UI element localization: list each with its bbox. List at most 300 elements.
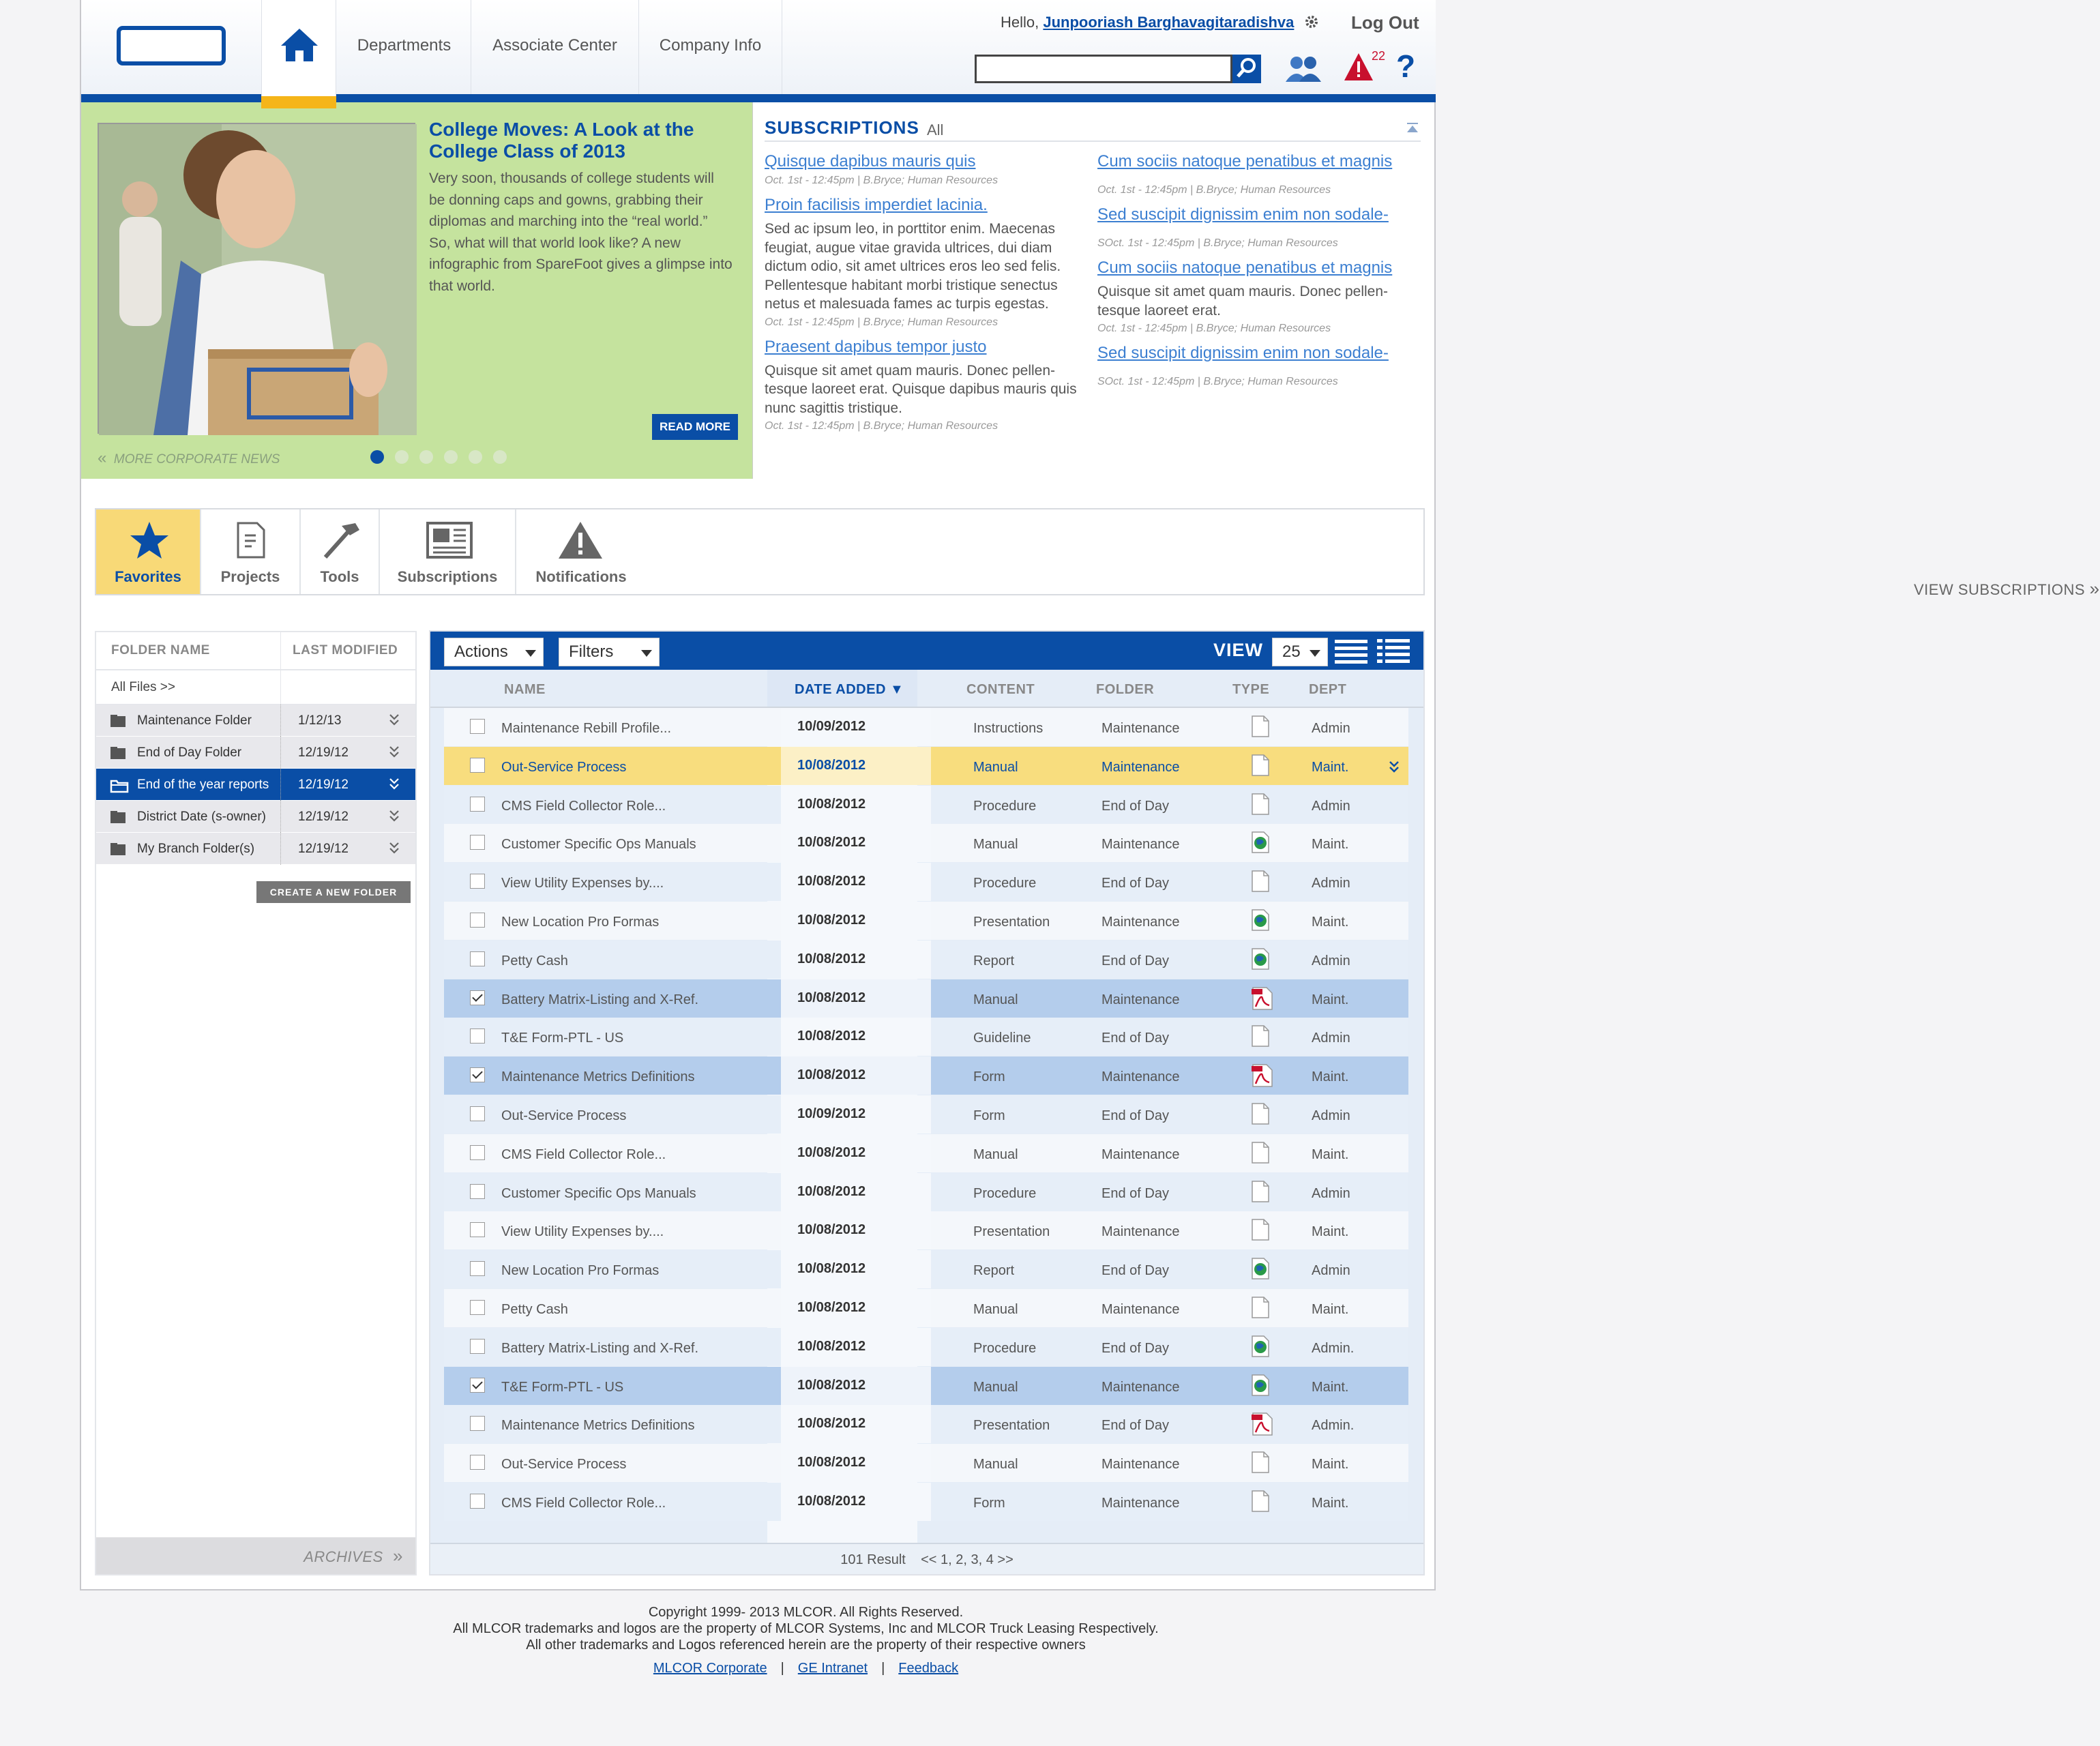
table-row[interactable]: [444, 1328, 1408, 1366]
cell-dept: Admin: [1312, 798, 1350, 814]
folder-icon: [110, 746, 126, 764]
document-file-icon: [1250, 1296, 1271, 1319]
subscriptions-panel: [765, 117, 2100, 599]
document-file-icon: [1250, 1218, 1271, 1241]
cell-date-added: 10/09/2012: [781, 708, 931, 746]
caret-down-icon: [641, 650, 652, 657]
column-content[interactable]: CONTENT: [966, 682, 1035, 697]
more-corporate-news-link[interactable]: [98, 449, 280, 468]
double-chevron-right-icon: »: [2089, 578, 2100, 599]
cell-type: [1250, 715, 1271, 742]
subscription-title-link[interactable]: Praesent dapibus tempor justo: [765, 337, 987, 356]
cell-content: Presentation: [973, 915, 1050, 930]
cell-type: [1250, 793, 1271, 820]
site-footer: [0, 1604, 1612, 1676]
folder-icon: [110, 714, 126, 732]
tools-bar: [95, 508, 1425, 595]
cell-content: Manual: [973, 992, 1018, 1007]
cell-date-added: 10/08/2012: [781, 1056, 931, 1095]
cell-folder: Maintenance: [1101, 992, 1180, 1007]
cell-name[interactable]: New Location Pro Formas: [501, 915, 660, 930]
cell-dept: Maint.: [1312, 1302, 1349, 1317]
result-count: 101 Result: [840, 1552, 906, 1567]
double-chevron-right-icon: »: [387, 1545, 403, 1566]
cell-dept: Maint.: [1312, 992, 1349, 1007]
web-file-icon: [1250, 1335, 1271, 1358]
newspaper-icon: [425, 520, 474, 560]
row-checkbox[interactable]: [470, 1261, 485, 1276]
cell-folder: Maintenance: [1101, 1457, 1180, 1473]
cell-folder: Maintenance: [1101, 837, 1180, 853]
table-row[interactable]: [444, 786, 1408, 824]
cell-folder: Maintenance: [1101, 759, 1180, 775]
table-row[interactable]: [444, 1095, 1408, 1134]
document-file-icon: [1250, 1451, 1271, 1474]
cell-content: Form: [973, 1496, 1005, 1511]
subscriptions-title: SUBSCRIPTIONS: [765, 117, 919, 138]
caret-down-icon: [525, 650, 536, 657]
cell-type: [1250, 1024, 1271, 1052]
cell-folder: Maintenance: [1101, 915, 1180, 930]
cell-date-added: 10/08/2012: [781, 1211, 931, 1249]
tab-projects[interactable]: [201, 509, 301, 594]
all-files-link[interactable]: [96, 670, 415, 705]
web-file-icon: [1250, 908, 1271, 932]
table-row[interactable]: [444, 1483, 1408, 1521]
document-file-icon: [1250, 1490, 1271, 1513]
cell-folder: End of Day: [1101, 876, 1169, 891]
cell-type: [1250, 754, 1271, 781]
page-frame: [80, 0, 2100, 1590]
cell-name[interactable]: Battery Matrix-Listing and X-Ref.: [501, 1340, 698, 1356]
cell-type: [1250, 1218, 1271, 1245]
expand-chevron-icon[interactable]: [388, 809, 400, 827]
row-checkbox[interactable]: [470, 874, 485, 889]
tab-favorites[interactable]: [96, 509, 201, 594]
carousel-dot[interactable]: [370, 450, 384, 464]
page-links[interactable]: << 1, 2, 3, 4 >>: [921, 1552, 1014, 1567]
column-date-added[interactable]: [795, 682, 904, 698]
view-subscriptions-label: VIEW SUBSCRIPTIONS: [1914, 581, 2086, 598]
folder-name: My Branch Folder(s): [137, 842, 255, 856]
subscriptions-filter[interactable]: All: [927, 121, 944, 138]
row-checkbox[interactable]: [470, 719, 485, 734]
documents-grid: [429, 630, 1425, 1575]
cell-content: Report: [973, 1263, 1015, 1279]
cell-folder: Maintenance: [1101, 1224, 1180, 1240]
subscriptions-header: [765, 117, 1421, 142]
cell-folder: End of Day: [1101, 953, 1169, 968]
cell-content: Form: [973, 1108, 1005, 1123]
cell-date-added: 10/08/2012: [781, 902, 931, 940]
row-checkbox[interactable]: [470, 1145, 485, 1160]
carousel-dot[interactable]: [493, 450, 507, 464]
subscription-meta: SOct. 1st - 12:45pm | B.Bryce; Human Resources: [1097, 376, 1338, 387]
cell-folder: Maintenance: [1101, 1379, 1180, 1395]
cell-dept: Maint.: [1312, 915, 1349, 930]
cell-dept: Maint.: [1312, 1379, 1349, 1395]
folder-date: 12/19/12: [298, 810, 349, 824]
tab-label: Favorites: [115, 568, 181, 585]
cell-date-added: 10/08/2012: [781, 941, 931, 979]
subscription-title-link[interactable]: Sed suscipit dignissim enim non sodale-: [1097, 344, 1389, 362]
row-checkbox[interactable]: [470, 990, 485, 1005]
cell-dept: Maint.: [1312, 759, 1349, 775]
table-row[interactable]: [444, 1173, 1408, 1211]
column-last-modified[interactable]: LAST MODIFIED: [293, 643, 398, 657]
trademark-line-2: All other trademarks and Logos referenced herein are the property of their respective owners: [526, 1638, 1086, 1653]
column-folder[interactable]: FOLDER: [1096, 682, 1155, 697]
folder-icon: [110, 842, 126, 860]
more-news-label: MORE CORPORATE NEWS: [113, 452, 280, 467]
alert-icon[interactable]: [1343, 52, 1374, 82]
cell-dept: Admin.: [1312, 1418, 1355, 1434]
column-name[interactable]: NAME: [504, 682, 546, 697]
cell-name[interactable]: Customer Specific Ops Manuals: [501, 1185, 696, 1201]
detail-view-icon[interactable]: [1377, 638, 1410, 664]
subscription-title-link[interactable]: Proin facilisis imperdiet lacinia.: [765, 196, 988, 214]
cell-name[interactable]: Petty Cash: [501, 1302, 568, 1317]
search-input[interactable]: [975, 55, 1232, 83]
tab-label: Notifications: [535, 568, 627, 585]
expand-chevron-icon[interactable]: [388, 745, 400, 763]
row-checkbox[interactable]: [470, 951, 485, 966]
subscription-meta: Oct. 1st - 12:45pm | B.Bryce; Human Resources: [1097, 323, 1331, 334]
view-subscriptions-link[interactable]: [1914, 578, 2100, 600]
document-file-icon: [1250, 715, 1271, 738]
hero-title[interactable]: College Moves: A Look at the College Class of 2013: [429, 119, 694, 162]
nav-associate-center[interactable]: Associate Center: [471, 0, 639, 94]
row-checkbox[interactable]: [470, 1494, 485, 1509]
table-row[interactable]: [444, 902, 1408, 940]
cell-dept: Admin: [1312, 1108, 1350, 1123]
subscription-item: [765, 151, 1085, 188]
warning-icon: [557, 520, 604, 560]
sort-desc-icon: ▼: [889, 682, 904, 697]
folder-name: Maintenance Folder: [137, 713, 252, 728]
web-file-icon: [1250, 1257, 1271, 1280]
cell-date-added: 10/08/2012: [781, 979, 931, 1018]
row-checkbox[interactable]: [470, 1067, 485, 1082]
cell-type: [1250, 1257, 1271, 1284]
cell-dept: Admin: [1312, 1031, 1350, 1046]
cell-name[interactable]: CMS Field Collector Role...: [501, 798, 666, 814]
cell-name[interactable]: Maintenance Rebill Profile...: [501, 721, 672, 736]
cell-name[interactable]: Out-Service Process: [501, 1108, 627, 1123]
table-row[interactable]: [444, 708, 1408, 746]
cell-name[interactable]: Customer Specific Ops Manuals: [501, 837, 696, 853]
cell-folder: End of Day: [1101, 1263, 1169, 1279]
cell-folder: Maintenance: [1101, 1302, 1180, 1317]
cell-folder: Maintenance: [1101, 1069, 1180, 1085]
cell-name[interactable]: CMS Field Collector Role...: [501, 1146, 666, 1162]
tab-label: Projects: [220, 568, 280, 585]
table-row[interactable]: [444, 1405, 1408, 1443]
cell-name[interactable]: CMS Field Collector Role...: [501, 1496, 666, 1511]
row-checkbox[interactable]: [470, 1029, 485, 1044]
cell-type: [1250, 986, 1273, 1015]
row-checkbox[interactable]: [470, 797, 485, 812]
row-checkbox[interactable]: [470, 1106, 485, 1121]
web-file-icon: [1250, 1374, 1271, 1397]
caret-down-icon: [1310, 650, 1320, 657]
row-checkbox[interactable]: [470, 1378, 485, 1393]
user-greeting: [1001, 14, 1319, 31]
create-folder-button[interactable]: CREATE A NEW FOLDER: [256, 881, 411, 903]
cell-content: Presentation: [973, 1418, 1050, 1434]
row-checkbox[interactable]: [470, 1300, 485, 1315]
document-file-icon: [1250, 1102, 1271, 1125]
cell-content: Instructions: [973, 721, 1044, 736]
cell-type: [1250, 1102, 1271, 1129]
table-row[interactable]: [444, 941, 1408, 979]
cell-content: Procedure: [973, 1185, 1037, 1201]
row-checkbox[interactable]: [470, 1339, 485, 1354]
footer-link-mlcor-corporate[interactable]: MLCOR Corporate: [653, 1661, 767, 1676]
tab-tools[interactable]: [301, 509, 380, 594]
document-file-icon: [1250, 754, 1271, 777]
actions-label: Actions: [454, 642, 508, 661]
footer-links: MLCOR Corporate | GE Intranet | Feedback: [653, 1661, 959, 1676]
cell-dept: Maint.: [1312, 837, 1349, 853]
subscription-item: [1097, 258, 1418, 336]
cell-date-added: 10/08/2012: [781, 863, 931, 901]
document-file-icon: [1250, 793, 1271, 816]
document-file-icon: [1250, 870, 1271, 893]
table-row[interactable]: [444, 824, 1408, 862]
subscriptions-column-2: [1097, 151, 1418, 396]
carousel-dots: [370, 450, 518, 467]
cell-content: Presentation: [973, 1224, 1050, 1240]
cell-name[interactable]: Out-Service Process: [501, 1457, 627, 1473]
document-file-icon: [1250, 1024, 1271, 1048]
site-header: [81, 0, 1436, 102]
news-hero: [81, 102, 753, 479]
read-more-button[interactable]: READ MORE: [652, 414, 738, 440]
search-icon: [1234, 56, 1259, 80]
cell-name[interactable]: Battery Matrix-Listing and X-Ref.: [501, 992, 698, 1007]
cell-type: [1250, 1374, 1271, 1401]
cell-name[interactable]: View Utility Expenses by....: [501, 876, 664, 891]
subscription-title-link[interactable]: Quisque dapibus mauris quis: [765, 152, 976, 171]
table-row[interactable]: [444, 1444, 1408, 1482]
row-checkbox[interactable]: [470, 1184, 485, 1199]
expand-chevron-icon[interactable]: [388, 841, 400, 859]
folder-row[interactable]: [96, 705, 415, 737]
cell-type: [1250, 1063, 1273, 1092]
cell-name[interactable]: T&E Form-PTL - US: [501, 1379, 624, 1395]
cell-dept: Admin: [1312, 721, 1350, 736]
folder-row[interactable]: [96, 801, 415, 833]
gear-icon[interactable]: [1304, 14, 1319, 29]
filters-label: Filters: [569, 642, 614, 661]
subscription-item: [765, 337, 1085, 434]
cell-dept: Admin.: [1312, 1340, 1355, 1356]
carousel-dot[interactable]: [395, 450, 409, 464]
column-type[interactable]: TYPE: [1232, 682, 1270, 697]
column-folder-name[interactable]: FOLDER NAME: [111, 643, 210, 657]
pdf-file-icon: [1250, 1412, 1273, 1436]
cell-name[interactable]: Maintenance Metrics Definitions: [501, 1069, 695, 1085]
cell-content: Procedure: [973, 1340, 1037, 1356]
cell-content: Manual: [973, 1302, 1018, 1317]
table-row[interactable]: [444, 1134, 1408, 1172]
cell-type: [1250, 1335, 1271, 1362]
column-dept[interactable]: DEPT: [1309, 682, 1347, 697]
company-logo[interactable]: [117, 26, 226, 65]
folder-date: 12/19/12: [298, 745, 349, 760]
cell-content: Manual: [973, 759, 1018, 775]
cell-type: [1250, 1296, 1271, 1323]
people-icon[interactable]: [1283, 53, 1324, 86]
hero-photo[interactable]: [98, 123, 415, 434]
cell-date-added: 10/08/2012: [781, 824, 931, 862]
filters-dropdown[interactable]: [559, 638, 660, 666]
expand-chevron-icon[interactable]: [1388, 760, 1400, 778]
cell-date-added: 10/08/2012: [781, 1405, 931, 1443]
tab-subscriptions[interactable]: [380, 509, 516, 594]
row-checkbox[interactable]: [470, 1455, 485, 1470]
view-label: VIEW: [1213, 640, 1264, 660]
help-icon[interactable]: ?: [1396, 48, 1416, 84]
row-checkbox[interactable]: [470, 1222, 485, 1237]
cell-name[interactable]: Out-Service Process: [501, 759, 627, 775]
table-row[interactable]: [444, 1018, 1408, 1056]
web-file-icon: [1250, 831, 1271, 854]
cell-dept: Maint.: [1312, 1496, 1349, 1511]
cell-content: Manual: [973, 1379, 1018, 1395]
alert-count-badge: 22: [1372, 49, 1386, 63]
cell-type: [1250, 947, 1271, 975]
grid-toolbar: [430, 632, 1423, 670]
cell-folder: End of Day: [1101, 1418, 1169, 1434]
table-row[interactable]: [444, 863, 1408, 901]
cell-content: Procedure: [973, 876, 1037, 891]
greeting-prefix: Hello,: [1001, 14, 1039, 31]
cell-date-added: 10/08/2012: [781, 1367, 931, 1405]
double-chevron-left-icon: «: [98, 449, 107, 467]
carousel-dot[interactable]: [469, 450, 482, 464]
table-row[interactable]: [444, 1367, 1408, 1405]
grid-header: [430, 670, 1423, 708]
cell-type: [1250, 870, 1271, 897]
table-row[interactable]: [444, 1211, 1408, 1249]
subscription-title-link[interactable]: Cum sociis natoque penatibus et magnis: [1097, 258, 1393, 277]
folder-panel: [95, 631, 417, 1575]
user-name-link[interactable]: Junpooriash Barghavagitaradishva: [1043, 14, 1295, 31]
list-view-icon[interactable]: [1335, 638, 1367, 664]
footer-link-ge-intranet[interactable]: GE Intranet: [797, 1661, 868, 1676]
footer-link-feedback[interactable]: Feedback: [898, 1661, 959, 1676]
folder-name: End of the year reports: [137, 778, 269, 792]
cell-dept: Admin: [1312, 1185, 1350, 1201]
cell-date-added: 10/08/2012: [781, 1134, 931, 1172]
cell-type: [1250, 1490, 1271, 1517]
cell-folder: End of Day: [1101, 1031, 1169, 1046]
cell-name[interactable]: New Location Pro Formas: [501, 1263, 660, 1279]
nav-company-info[interactable]: Company Info: [639, 0, 782, 94]
carousel-dot[interactable]: [444, 450, 458, 464]
folder-date: 12/19/12: [298, 842, 349, 856]
cell-date-added: 10/08/2012: [781, 1289, 931, 1327]
cell-dept: Maint.: [1312, 1224, 1349, 1240]
actions-dropdown[interactable]: [444, 638, 544, 666]
row-checkbox[interactable]: [470, 835, 485, 850]
cell-dept: Maint.: [1312, 1069, 1349, 1085]
folder-name: End of Day Folder: [137, 745, 242, 760]
cell-content: Procedure: [973, 798, 1037, 814]
hero-text: Very soon, thousands of college students will be donning caps and gowns, grabbing their diplomas and marching into the “real world.” So, what will that world look like? A new infographic from SpareFoot gives a glimpse into that world.: [429, 171, 733, 294]
carousel-dot[interactable]: [419, 450, 433, 464]
subscriptions-column-1: [765, 151, 1085, 441]
cell-folder: Maintenance: [1101, 721, 1180, 736]
row-checkbox[interactable]: [470, 758, 485, 773]
folder-row[interactable]: [96, 737, 415, 769]
cell-date-added: 10/08/2012: [781, 1483, 931, 1521]
search-button[interactable]: [1232, 55, 1261, 83]
cell-name[interactable]: T&E Form-PTL - US: [501, 1031, 624, 1046]
folder-list: [96, 705, 415, 865]
nav-home[interactable]: [261, 0, 336, 102]
tab-label: Subscriptions: [397, 568, 498, 585]
subscription-title-link[interactable]: Cum sociis natoque penatibus et magnis: [1097, 152, 1393, 171]
trademark-line: All MLCOR trademarks and logos are the property of MLCOR Systems, Inc and MLCOR Truck Leasing Respectively.: [453, 1621, 1159, 1636]
subscription-body: Sed ac ipsum leo, in porttitor enim. Maecenas feugiat, augue vitae gravida ultrices, dui diam dictum odio, sit amet ultrices eros leo sed felis. Pellentesque habitant morbi tristique senectus netus et malesuada fames ac turpis egestas.: [765, 221, 1061, 312]
hammer-icon: [321, 520, 361, 560]
expand-chevron-icon[interactable]: [388, 713, 400, 730]
cell-date-added: 10/08/2012: [781, 1018, 931, 1056]
row-checkbox[interactable]: [470, 913, 485, 928]
expand-chevron-icon[interactable]: [388, 777, 400, 795]
document-file-icon: [1250, 1180, 1271, 1203]
cell-name[interactable]: View Utility Expenses by....: [501, 1224, 664, 1240]
cell-name[interactable]: Petty Cash: [501, 953, 568, 968]
archives-link[interactable]: [96, 1537, 415, 1574]
subscription-item: [1097, 151, 1418, 198]
cell-date-added: 10/08/2012: [781, 1328, 931, 1366]
pdf-file-icon: [1250, 986, 1273, 1011]
subscription-meta: SOct. 1st - 12:45pm | B.Bryce; Human Resources: [1097, 237, 1338, 249]
page-size-dropdown[interactable]: [1272, 638, 1328, 666]
cell-folder: End of Day: [1101, 1185, 1169, 1201]
folder-row[interactable]: [96, 769, 415, 801]
folder-row[interactable]: [96, 833, 415, 865]
cell-type: [1250, 908, 1271, 936]
cell-content: Manual: [973, 1457, 1018, 1473]
subscription-item: [1097, 343, 1418, 389]
cell-dept: Admin: [1312, 876, 1350, 891]
folder-icon: [110, 810, 126, 828]
cell-name[interactable]: Maintenance Metrics Definitions: [501, 1418, 695, 1434]
cell-type: [1250, 1451, 1271, 1478]
table-row[interactable]: [444, 747, 1408, 785]
table-row[interactable]: [444, 1056, 1408, 1095]
row-checkbox[interactable]: [470, 1416, 485, 1431]
copyright-line: Copyright 1999- 2013 MLCOR. All Rights Reserved.: [648, 1605, 964, 1620]
home-icon: [280, 27, 319, 63]
nav-departments[interactable]: Departments: [338, 0, 471, 94]
cell-dept: Admin: [1312, 1263, 1350, 1279]
table-row[interactable]: [444, 1250, 1408, 1288]
tab-notifications[interactable]: [516, 509, 646, 594]
logout-link[interactable]: Log Out: [1351, 12, 1419, 33]
table-row[interactable]: [444, 979, 1408, 1018]
subscription-title-link[interactable]: Sed suscipit dignissim enim non sodale-: [1097, 205, 1389, 224]
table-row[interactable]: [444, 1289, 1408, 1327]
collapse-up-icon[interactable]: [1406, 121, 1419, 135]
all-files-label: All Files >>: [111, 680, 175, 694]
cell-folder: End of Day: [1101, 798, 1169, 814]
